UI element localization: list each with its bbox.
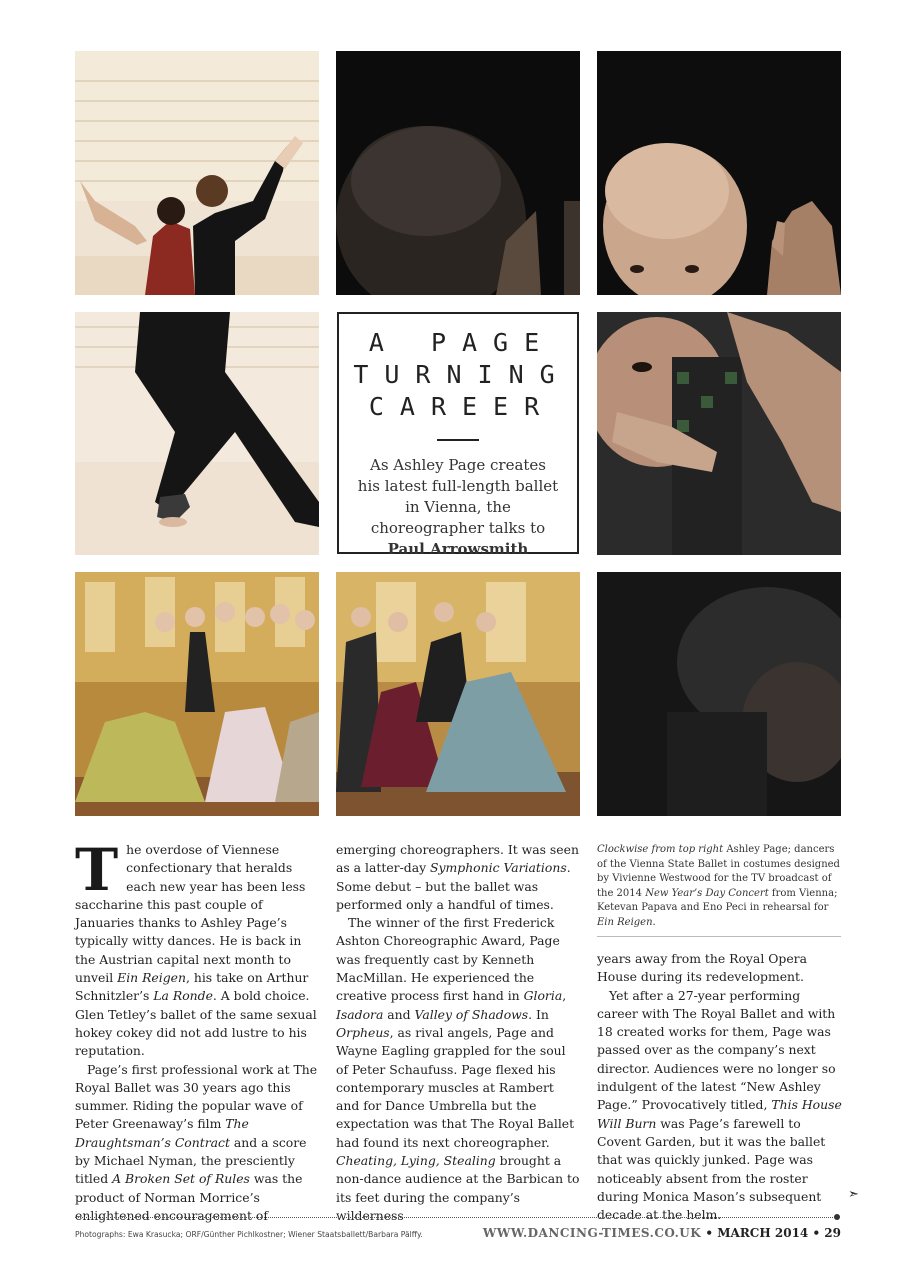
body-text: . Some debut – but the ballet was performed only a handful of times. bbox=[336, 860, 571, 912]
headline-rule bbox=[437, 439, 479, 441]
body-text: , his take on Arthur Schnitzler’s bbox=[75, 970, 309, 1004]
photo-page-back-of-head bbox=[336, 51, 580, 295]
photo-caption bbox=[597, 843, 841, 937]
body-text: brought a non-dance audience at the Barbican to its feet during the company’s wilderness bbox=[336, 1153, 580, 1223]
photo-credits: Photographs: Ewa Krasucka; ORF/Günther Pichlkostner; Wiener Staatsballett/Barbara Pälffy. bbox=[75, 1230, 423, 1239]
continue-arrow-icon: ➣ bbox=[848, 1187, 859, 1202]
body-italic: This House Will Burn bbox=[597, 1097, 842, 1131]
footer-rule-dot bbox=[834, 1214, 840, 1220]
body-text: and a score by Michael Nyman, the presciently titled bbox=[75, 1134, 307, 1187]
body-italic: Valley of Shadows bbox=[414, 1006, 529, 1022]
standfirst bbox=[339, 455, 577, 560]
body-text: The winner of the first Frederick Ashton Choreographic Award, Page was frequently cast by Kenneth MacMillan. He experienced the creative process first hand in bbox=[336, 915, 560, 1004]
body-italic: Ein Reigen bbox=[117, 970, 186, 986]
body-text: , bbox=[562, 988, 567, 1004]
caption-italic-1: New Year’s Day Concert bbox=[645, 887, 769, 899]
folio-separator: • bbox=[701, 1226, 718, 1240]
headline-line-2: TURNING bbox=[353, 360, 571, 389]
body-text: emerging choreographers. It was seen as a latter-day bbox=[336, 842, 579, 876]
photo-dark-closeup bbox=[597, 572, 841, 816]
body-text: and bbox=[383, 1006, 415, 1022]
paragraph bbox=[597, 950, 842, 987]
body-italic: La Ronde bbox=[153, 988, 213, 1004]
page-folio bbox=[483, 1226, 841, 1240]
body-column-3 bbox=[597, 950, 842, 1224]
caption-text-3: . bbox=[652, 916, 656, 928]
body-text: Page’s first professional work at The Royal Ballet was 30 years ago this summer. Riding the popular wave of Peter Greenaway’s film bbox=[75, 1061, 318, 1132]
body-italic: A Broken Set of Rules bbox=[112, 1171, 250, 1187]
photo-page-portrait bbox=[597, 51, 841, 295]
body-column-2 bbox=[336, 841, 581, 1225]
headline bbox=[339, 327, 577, 423]
caption-italic-2: Ein Reigen bbox=[597, 916, 653, 928]
website-url: WWW.DANCING-TIMES.CO.UK bbox=[482, 1226, 702, 1240]
drop-cap: T bbox=[75, 836, 119, 904]
photo-rehearsal-pair bbox=[75, 51, 319, 295]
issue-date: MARCH 2014 bbox=[717, 1226, 809, 1240]
body-text: was Page’s farewell to Covent Garden, but it was the ballet that was quickly junked. Page was noticeably absent from the roster during Monica Mason’s subsequent decade at the helm. bbox=[597, 1115, 826, 1223]
body-italic: Cheating, Lying, Stealing bbox=[336, 1153, 496, 1169]
body-text: , as rival angels, Page and Wayne Eagling grappled for the soul of Peter Schaufuss. Page flexed his contemporary muscles at Rambert and for Dance Umbrella but the expectation was that The Royal Ballet had found its next choreographer. bbox=[336, 1024, 575, 1150]
footer-rule bbox=[75, 1217, 835, 1218]
body-italic: The Draughtsman’s Contract bbox=[75, 1116, 249, 1150]
standfirst-text: As Ashley Page creates his latest full-length ballet in Vienna, the choreographer talks to bbox=[357, 456, 559, 537]
page-number: 29 bbox=[824, 1226, 841, 1240]
paragraph bbox=[597, 987, 842, 1225]
photo-westwood-costumes-2 bbox=[336, 572, 580, 816]
body-text: . A bold choice. Glen Tetley’s ballet of the same sexual hokey cokey did not add lustre to his reputation. bbox=[75, 988, 317, 1059]
body-text: Yet after a 27-year performing career with The Royal Ballet and with 18 created works for them, Page was passed over as the company’s next director. Audiences were no longer so indulgent of the latest “New Ashley Page.” Provocatively titled, bbox=[597, 987, 836, 1113]
headline-line-3: CAREER bbox=[368, 392, 556, 421]
photo-westwood-costumes-1 bbox=[75, 572, 319, 816]
headline-line-1: A PAGE bbox=[368, 328, 556, 357]
author-name: Paul Arrowsmith bbox=[387, 540, 529, 558]
caption-text-1: Ashley Page; dancers of the Vienna State Ballet in costumes designed by Vivienne Westwood for the TV broadcast of the 2014 bbox=[597, 844, 840, 899]
photo-page-hands bbox=[597, 312, 841, 555]
body-text: he overdose of Viennese confectionary that heralds each new year has been less saccharine this past couple of Januaries thanks to Ashley Page’s typically witty dances. He is back in the Austrian capital next month to unveil bbox=[75, 842, 306, 986]
paragraph bbox=[75, 1061, 320, 1226]
body-italic: Orpheus bbox=[336, 1024, 390, 1040]
caption-lead: Clockwise from top right bbox=[597, 844, 724, 855]
body-text: years away from the Royal Opera House during its redevelopment. bbox=[597, 951, 807, 985]
paragraph bbox=[336, 841, 581, 914]
caption-text-2: from Vienna; Ketevan Papava and Eno Peci in rehearsal for bbox=[597, 887, 838, 913]
paragraph bbox=[336, 914, 581, 1225]
body-italic: Isadora bbox=[336, 1006, 384, 1022]
body-text: was the product of Norman Morrice’s enlightened encouragement of bbox=[75, 1171, 303, 1223]
headline-box bbox=[337, 312, 579, 558]
body-italic: Symphonic Variations bbox=[430, 860, 567, 876]
folio-separator: • bbox=[808, 1226, 825, 1240]
photo-dancer-legs bbox=[75, 312, 319, 555]
paragraph bbox=[75, 836, 320, 1061]
body-italic: Gloria bbox=[523, 988, 563, 1004]
body-column-1 bbox=[75, 836, 320, 1225]
body-text: . In bbox=[528, 1006, 549, 1022]
